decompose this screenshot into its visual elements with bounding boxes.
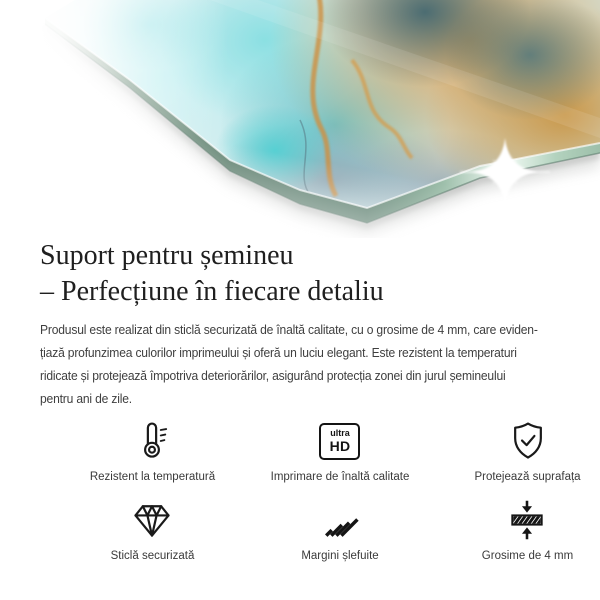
- features-grid: [60, 418, 581, 562]
- ultra-hd-icon: [319, 418, 360, 464]
- feature-print-quality: [271, 418, 410, 483]
- feature-thickness: [482, 497, 573, 562]
- shield-check-icon: [506, 418, 550, 464]
- feature-label: Grosime de 4 mm: [481, 550, 574, 562]
- diamond-icon: [130, 497, 174, 543]
- feature-label: Protejează suprafața: [474, 471, 581, 483]
- thermometer-icon: [130, 418, 174, 464]
- polished-edges-icon: [318, 497, 362, 543]
- feature-tempered-glass: [111, 497, 195, 562]
- ultra-hd-text-top: ultra: [330, 428, 350, 439]
- glass-panel-art: [0, 0, 600, 238]
- ultra-hd-text-bottom: HD: [329, 437, 351, 454]
- feature-surface-protection: [474, 418, 580, 483]
- title-line-1: Suport pentru șemineu: [40, 240, 294, 271]
- feature-label: Rezistent la temperatură: [89, 471, 216, 483]
- fade-overlay-diagonal: [0, 0, 600, 238]
- feature-temperature-resistant: [90, 418, 215, 483]
- feature-label: Sticlă securizată: [110, 550, 195, 562]
- product-image: [0, 0, 600, 238]
- product-description: [40, 318, 538, 410]
- compressed-thickness-icon: [505, 497, 549, 543]
- description-line: ridicate și protejează împotriva deteriorărilor, asigurând protecția zonei din jurul șemineului: [40, 368, 506, 383]
- feature-label: Margini șlefuite: [301, 550, 379, 562]
- description-line: țiază profunzimea culorilor imprimeului și oferă un luciu elegant. Este rezistent la temperaturi: [40, 345, 517, 360]
- description-line: pentru ani de zile.: [40, 391, 132, 406]
- description-line: Produsul este realizat din sticlă securizată de înaltă calitate, cu o grosime de 4 mm, care eviden-: [40, 322, 538, 337]
- title-line-2: – Perfecțiune în fiecare detaliu: [40, 276, 384, 307]
- feature-polished-edges: [301, 497, 378, 562]
- page-title: [40, 238, 560, 310]
- feature-label: Imprimare de înaltă calitate: [270, 471, 410, 483]
- product-info-section: [0, 238, 600, 562]
